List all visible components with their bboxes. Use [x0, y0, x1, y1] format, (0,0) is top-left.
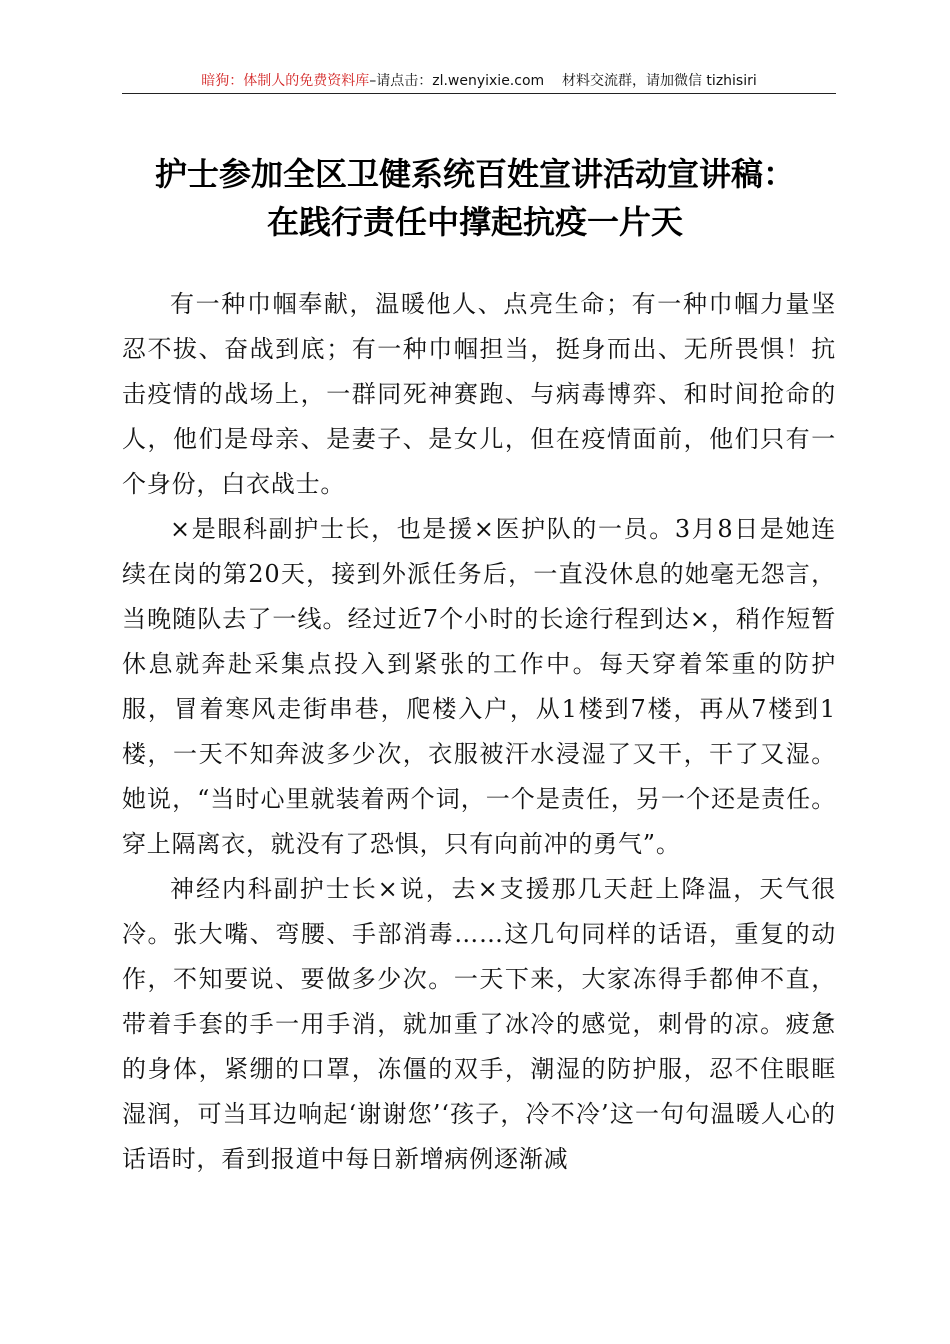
title-line-2: 在践行责任中撑起抗疫一片天: [266, 203, 683, 241]
title-line-1: 护士参加全区卫健系统百姓宣讲活动宣讲稿：: [154, 155, 795, 193]
header-site-name: 暗狗：体制人的免费资料库: [201, 73, 370, 89]
document-title: [110, 150, 840, 246]
header-divider: [122, 93, 836, 94]
header-group-note: 材料交流群，请加微信 tizhisiri: [561, 73, 757, 89]
page-header: [122, 68, 836, 94]
paragraph-3: 神经内科副护士长×说，去×支援那几天赶上降温，天气很冷。张大嘴、弯腰、手部消毒……这几句同样的话语，重复的动作，不知要说、要做多少次。一天下来，大家冻得手都伸不直，带着手套的手一用手消，就加重了冰冷的感觉，刺骨的凉。疲惫的身体，紧绷的口罩，冻僵的双手，潮湿的防护服，忍不住眼眶湿润，可当耳边响起‘谢谢您’‘孩子，冷不冷’这一句句温暖人心的话语时，看到报道中每日新增病例逐渐减: [122, 875, 836, 1173]
header-url-link[interactable]: zl.wenyixie.com: [432, 73, 545, 89]
document-body: [122, 282, 836, 1182]
paragraph-2: ×是眼科副护士长，也是援×医护队的一员。3月8日是她连续在岗的第20天，接到外派任务后，一直没休息的她毫无怨言，当晚随队去了一线。经过近7个小时的长途行程到达×，稍作短暂休息就奔赴采集点投入到紧张的工作中。每天穿着笨重的防护服，冒着寒风走街串巷，爬楼入户，从1楼到7楼，再从7楼到1楼，一天不知奔波多少次，衣服被汗水浸湿了又干，干了又湿。她说，“当时心里就装着两个词，一个是责任，另一个还是责任。穿上隔离衣，就没有了恐惧，只有向前冲的勇气”。: [122, 515, 836, 858]
paragraph-1: 有一种巾帼奉献，温暖他人、点亮生命；有一种巾帼力量坚忍不拔、奋战到底；有一种巾帼担当，挺身而出、无所畏惧！抗击疫情的战场上，一群同死神赛跑、与病毒博弈、和时间抢命的人，他们是母亲、是妻子、是女儿，但在疫情面前，他们只有一个身份，白衣战士。: [122, 290, 836, 498]
header-click-prompt: –请点击：: [369, 73, 433, 89]
